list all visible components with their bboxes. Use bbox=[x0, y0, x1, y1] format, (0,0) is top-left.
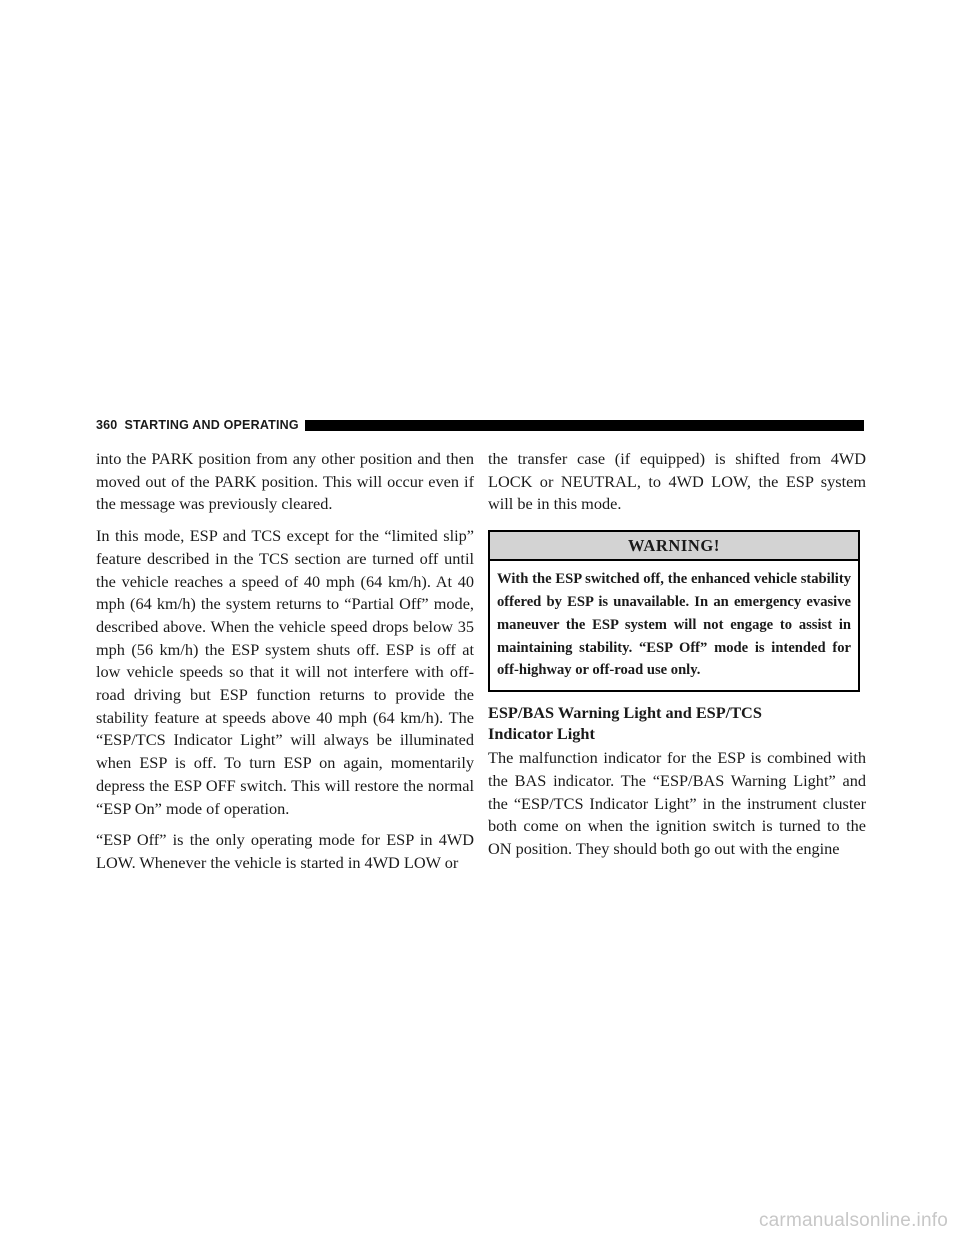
paragraph: The malfunction indicator for the ESP is combined with the BAS indicator. The “ESP/BAS Warning Light” and the “ESP/TCS Indicator Light” in the instrument cluster both come on when the ignition switch is turned to the ON position. They should both go out with the engine bbox=[488, 748, 866, 858]
left-column bbox=[96, 448, 474, 884]
paragraph: into the PARK position from any other position and then moved out of the PARK position. This will occur even if the message was previously cleared. bbox=[96, 449, 474, 514]
header-rule bbox=[305, 420, 864, 431]
paragraph: In this mode, ESP and TCS except for the “limited slip” feature described in the TCS section are turned off until the vehicle reaches a speed of 40 mph (64 km/h). At 40 mph (64 km/h) the system returns to “Partial Off” mode, described above. When the vehicle speed drops below 35 mph (56 km/h) the ESP system shuts off. ESP is off at low vehicle speeds so that it will not interfere with off-road driving but ESP function returns to provide the stability feature at speeds above 40 mph (64 km/h). The “ESP/TCS Indicator Light” will always be illuminated when ESP is off. To turn ESP on again, momentarily depress the ESP OFF switch. This will restore the normal “ESP On” mode of operation. bbox=[96, 526, 474, 818]
right-column bbox=[488, 448, 866, 870]
watermark: carmanualsonline.info bbox=[758, 1210, 948, 1231]
paragraph: the transfer case (if equipped) is shifted from 4WD LOCK or NEUTRAL, to 4WD LOW, the ESP system will be in this mode. bbox=[488, 449, 866, 514]
page-number: 360 bbox=[96, 418, 118, 432]
paragraph: “ESP Off” is the only operating mode for ESP in 4WD LOW. Whenever the vehicle is started in 4WD LOW or bbox=[96, 830, 474, 872]
page-header bbox=[96, 418, 864, 432]
warning-box bbox=[488, 530, 860, 692]
section-subheading: ESP/BAS Warning Light and ESP/TCS Indicator Light bbox=[488, 703, 762, 744]
warning-title: WARNING! bbox=[490, 532, 858, 561]
warning-text: With the ESP switched off, the enhanced vehicle stability offered by ESP is unavailable. In an emergency evasive maneuver the ESP system will not engage to assist in maintaining stability. “ESP Off” mode is intended for off-highway or off-road use only. bbox=[497, 571, 851, 679]
section-title: STARTING AND OPERATING bbox=[124, 418, 299, 432]
